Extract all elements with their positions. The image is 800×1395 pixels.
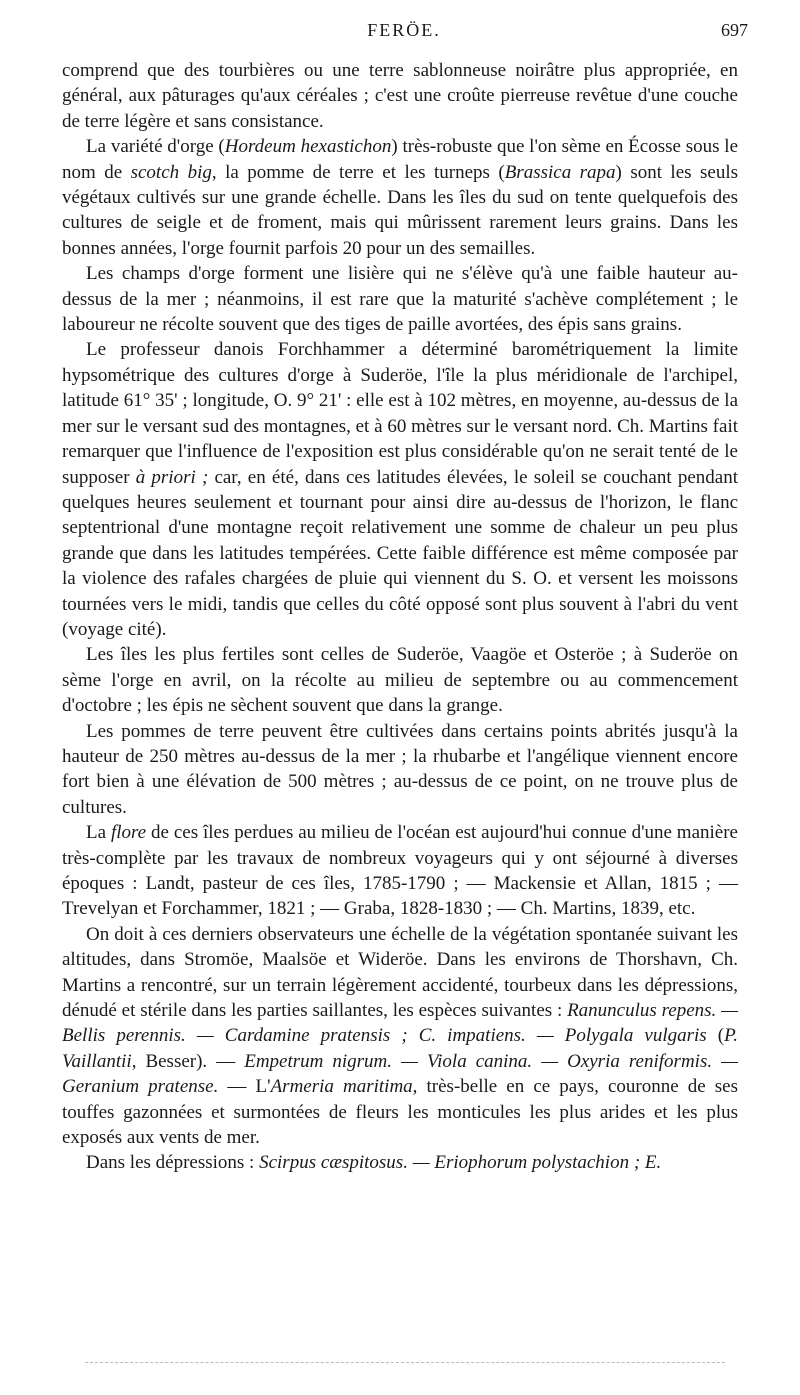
emphasis: flore <box>110 822 147 844</box>
text-run: ) sont les seuls végétaux cultivés sur une grande échelle. Dans les îles du sud on tente quelquefois des cultures de seigle et de froment, mais qui mûrissent rarement leurs grains. Dans les bonnes années, l'orge fournit parfois 20 pour un des semailles. <box>62 161 738 259</box>
page-header <box>60 20 748 50</box>
species-name: P. Vaillantii <box>62 1025 739 1072</box>
paragraph-1: comprend que des tourbières ou une terre sablonneuse noirâtre plus appropriée, en général, aux pâturages qu'aux céréales ; c'est une croûte pierreuse revêtue d'une couche de terre légère et sans consistance. <box>62 60 738 132</box>
variety-name: scotch big <box>130 161 212 183</box>
paragraph-9 <box>62 1150 738 1175</box>
text-run: Dans les dépressions : <box>86 1152 260 1174</box>
text-run: ( <box>706 1025 725 1047</box>
text-run: ) très-robuste que l'on sème en Écosse sous le nom de <box>62 136 739 183</box>
text-run: de ces îles perdues au milieu de l'océan est aujourd'hui connue d'une manière très-complète par les travaux de nombreux voyageurs qui y ont séjourné à diverses époques : Landt, pasteur de ces îles, 1785-1790 ; — Mackensie et Allan, 1815 ; — Trevelyan et Forchammer, 1821 ; — Graba, 1828-1830 ; — Ch. Martins, 1839, etc. <box>62 822 738 920</box>
footer-divider <box>85 1362 725 1363</box>
text-run: On doit à ces derniers observateurs une échelle de la végétation spontanée suivant les altitudes, dans Stromöe, Maalsöe et Wideröe. Dans les environs de Thorshavn, Ch. Martins a rencontré, sur un terrain légèrement accidenté, tourbeux dans les dépressions, dénudé et stérile dans les parties saillantes, les espèces suivantes : <box>62 923 738 1022</box>
paragraph-8 <box>62 922 738 1151</box>
text-run: , Besser). — <box>131 1050 245 1072</box>
text-run: Le professeur danois Forchhammer a déterminé barométriquement la limite hypsométrique des cultures d'orge à Suderöe, l'île la plus méridionale de l'archipel, latitude 61° 35' ; longitude, O. 9° 21' : elle est à 102 mètres, en moyenne, au-dessus de la mer sur le versant sud des montagnes, et à 60 mètres sur le versant nord. Ch. Martins fait remarquer que l'influence de l'exposition est plus considérable qu'on ne serait tenté de le supposer <box>62 339 738 488</box>
paragraph-5: Les îles les plus fertiles sont celles de Suderöe, Vaagöe et Osteröe ; à Suderöe on sème l'orge en avril, on la récolte au milieu de septembre ou au commencement d'octobre ; les épis ne sèchent souvent que dans la grange. <box>62 644 738 717</box>
paragraph-7 <box>62 820 738 922</box>
paragraph-4 <box>62 337 738 642</box>
text-run: , très-belle en ce pays, couronne de ses touffes gazonnées et surmontées de fleurs les monticules les plus arides et les plus exposés aux vents de mer. <box>62 1076 739 1149</box>
paragraph-3: Les champs d'orge forment une lisière qui ne s'élève qu'à une faible hauteur au-dessus de la mer ; néanmoins, il est rare que la maturité s'achève complétement ; le laboureur ne récolte souvent que des tiges de paille avortées, des épis sans grains. <box>62 263 738 336</box>
text-run: , la pomme de terre et les turneps ( <box>211 161 505 183</box>
body-text <box>62 58 738 1176</box>
running-title: FERÖE. <box>367 20 441 40</box>
paragraph-2 <box>62 134 738 261</box>
species-list: Ranunculus repens. — Bellis perennis. — Cardamine pratensis ; C. impatiens. — Polygala vulgaris <box>62 1000 738 1047</box>
species-name: Hordeum hexastichon <box>224 136 392 158</box>
page-number: 697 <box>721 20 748 40</box>
text-run: — L' <box>218 1076 271 1098</box>
text-run: La variété d'orge ( <box>86 136 225 158</box>
emphasis: à priori ; <box>135 466 209 488</box>
species-list: Scirpus cæspitosus. — Eriophorum polystachion ; E. <box>259 1152 662 1174</box>
text-run: car, en été, dans ces latitudes élevées, le soleil se couchant pendant quelques heures seulement et tournant pour ainsi dire au-dessus de l'horizon, le flanc septentrional d'une montagne reçoit relativement une somme de chaleur un peu plus grande que dans les latitudes tempérées. Cette faible différence est même composée par la violence des rafales chargées de pluie qui viennent du S. O. et versent les moissons tournées vers le midi, tandis que celles du côté opposé sont plus souvent à l'abri du vent (voyage cité). <box>62 466 738 640</box>
text-run: La <box>86 822 111 844</box>
species-list: Empetrum nigrum. — Viola canina. — Oxyria reniformis. — Geranium pratense. <box>62 1050 738 1098</box>
paragraph-6: Les pommes de terre peuvent être cultivées dans certains points abrités jusqu'à la hauteur de 250 mètres au-dessus de la mer ; la rhubarbe et l'angélique viennent encore fort bien à une élévation de 500 mètres ; au-dessus de ce point, on ne trouve plus de cultures. <box>62 720 738 818</box>
species-name: Armeria maritima <box>270 1076 413 1098</box>
species-name: Brassica rapa <box>504 161 616 183</box>
